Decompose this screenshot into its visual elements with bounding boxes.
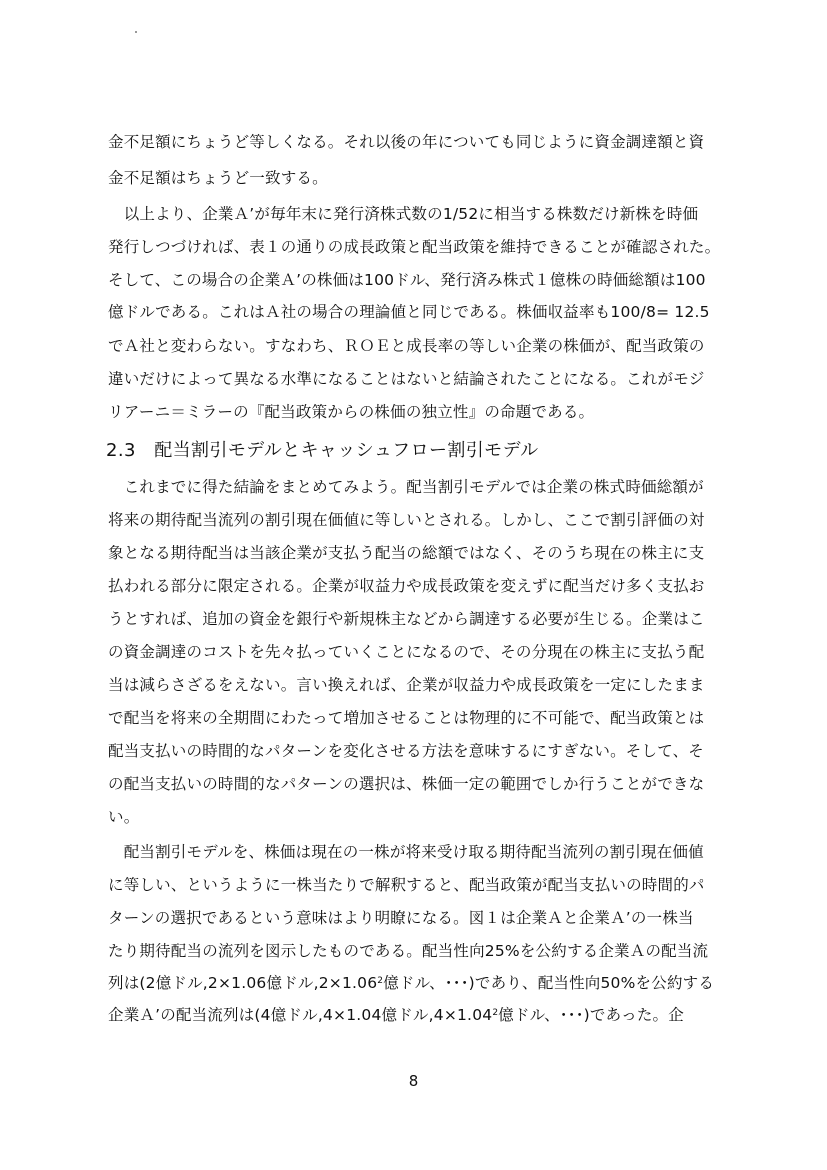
text-line: の資金調達のコストを先々払っていくことになるので、その分現在の株主に支払う配 xyxy=(108,643,705,661)
text-line: 以上より、企業Ａ’が毎年末に発行済株式数の1/52に相当する株数だけ新株を時価 xyxy=(108,205,699,223)
superscript: 2 xyxy=(377,976,384,986)
text-line: 配当割引モデルを、株価は現在の一株が将来受け取る期待配当流列の割引現在価値 xyxy=(108,843,704,861)
text-line: ターンの選択であるという意味はより明瞭になる。図１は企業Ａと企業Ａ’の一株当 xyxy=(108,909,694,927)
text-line: 象となる期待配当は当該企業が支払う配当の総額ではなく、そのうち現在の株主に支 xyxy=(108,544,705,562)
superscript: 2 xyxy=(492,1008,499,1018)
text-line-formula xyxy=(108,971,714,993)
text-line: 発行しつづければ、表１の通りの成長政策と配当政策を維持できることが確認された。 xyxy=(108,238,721,256)
text-line: うとすれば、追加の資金を銀行や新規株主などから調達する必要が生じる。企業はこ xyxy=(108,610,705,628)
text-line: そして、この場合の企業Ａ’の株価は100ドル、発行済み株式１億株の時価総額は100 xyxy=(108,271,706,289)
text-line: 当は減らさざるをえない。言い換えれば、企業が収益力や成長政策を一定にしたまま xyxy=(108,676,705,694)
text-line: 将来の期待配当流列の割引現在価値に等しいとされる。しかし、ここで割引評価の対 xyxy=(108,511,705,529)
text-line: たり期待配当の流列を図示したものである。配当性向25%を公約する企業Ａの配当流 xyxy=(108,942,709,960)
section-heading: 2.3 配当割引モデルとキャッシュフロー割引モデル xyxy=(106,440,539,461)
text-line: の配当支払いの時間的なパターンの選択は、株価一定の範囲でしか行うことができな xyxy=(108,775,705,793)
text-line: に等しい、というように一株当たりで解釈すると、配当政策が配当支払いの時間的パ xyxy=(108,876,705,894)
formula-text: 列は(2億ドル,2×1.06億ドル,2×1.06 xyxy=(108,974,378,992)
text-line: でＡ社と変わらない。すなわち、ＲＯＥと成長率の等しい企業の株価が、配当政策の xyxy=(108,337,705,355)
formula-text: 億ドル、･･･)であった。企 xyxy=(498,1006,684,1024)
text-line: 金不足額にちょうど等しくなる。それ以後の年についても同じように資金調達額と資 xyxy=(108,133,705,151)
text-line: 配当支払いの時間的なパターンを変化させる方法を意味するにすぎない。そして、そ xyxy=(108,742,704,760)
text-line: リアーニ＝ミラーの『配当政策からの株価の独立性』の命題である。 xyxy=(108,403,595,421)
text-line: い。 xyxy=(108,808,140,826)
text-line: 違いだけによって異なる水準になることはないと結論されたことになる。これがモジ xyxy=(108,370,705,388)
page-number: 8 xyxy=(408,1072,419,1090)
formula-text: 企業Ａ’の配当流列は(4億ドル,4×1.04億ドル,4×1.04 xyxy=(108,1006,493,1024)
formula-text: 億ドル、･･･)であり、配当性向50%を公約する xyxy=(383,974,715,992)
text-line: これまでに得た結論をまとめてみよう。配当割引モデルでは企業の株式時価総額が xyxy=(108,478,704,496)
text-line-formula xyxy=(108,1003,684,1025)
text-line: 億ドルである。これはＡ社の場合の理論値と同じである。株価収益率も100/8= 12.5 xyxy=(108,303,710,321)
text-line: で配当を将来の全期間にわたって増加させることは物理的に不可能で、配当政策とは xyxy=(108,709,705,727)
text-line: 払われる部分に限定される。企業が収益力や成長政策を変えずに配当だけ多く支払お xyxy=(108,577,705,595)
text-line: 金不足額はちょうど一致する。 xyxy=(108,169,328,187)
scan-speck xyxy=(135,31,137,33)
